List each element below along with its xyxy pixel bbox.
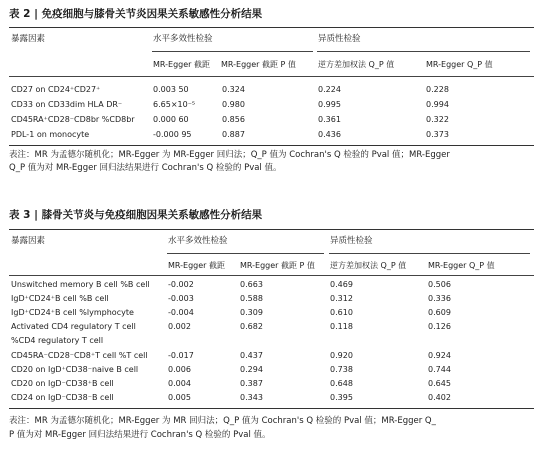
- p-cell: 0.437: [240, 351, 263, 360]
- ivw-cell: 0.920: [330, 351, 353, 360]
- egger-cell: 0.322: [426, 115, 449, 124]
- factor-cell: CD20 on IgD⁻CD38⁺B cell: [11, 379, 114, 388]
- ivw-cell: 0.312: [330, 294, 353, 303]
- ivw-cell: 0.436: [318, 130, 341, 139]
- table2-header-bottom-rule: [9, 76, 534, 77]
- p-cell: 0.294: [240, 365, 263, 374]
- egger-cell: 0.373: [426, 130, 449, 139]
- intercept-cell: 0.004: [168, 379, 191, 388]
- egger-cell: 0.645: [428, 379, 451, 388]
- factor-cell: CD24 on IgD⁻CD38⁻B cell: [11, 393, 114, 402]
- ivw-cell: 0.738: [330, 365, 353, 374]
- table3-header-bottom-rule: [9, 275, 534, 276]
- table3-note-line1: 表注：MR 为孟德尔随机化；MR-Egger 为 MR 回归法；Q_P 值为 Cochran's Q 检验的 Pval 值；MR-Egger Q_: [9, 416, 436, 426]
- intercept-cell: -0.003: [168, 294, 194, 303]
- table3-header-ivw-qp: 逆方差加权法 Q_P 值: [330, 261, 407, 270]
- p-cell: 0.387: [240, 379, 263, 388]
- intercept-cell: 0.003 50: [153, 85, 189, 94]
- table2-header-egger-qp: MR-Egger Q_P 值: [426, 60, 493, 69]
- factor-cell: CD33 on CD33dim HLA DR⁻: [11, 100, 123, 109]
- ivw-cell: 0.224: [318, 85, 341, 94]
- table2-header-ivw-qp: 逆方差加权法 Q_P 值: [318, 60, 395, 69]
- table2-top-rule: [9, 27, 534, 28]
- factor-cell: CD45RA⁺CD28⁻CD8br %CD8br: [11, 115, 135, 124]
- table2-note-line2: Q_P 值为对 MR-Egger 回归法结果进行 Cochran's Q 检验的 Pval 值。: [9, 163, 282, 173]
- table2-title: 表 2 | 免疫细胞与膝骨关节炎因果关系敏感性分析结果: [9, 8, 263, 20]
- p-cell: 0.980: [222, 100, 245, 109]
- table3-header-egger-qp: MR-Egger Q_P 值: [428, 261, 495, 270]
- ivw-cell: 0.395: [330, 393, 353, 402]
- ivw-cell: 0.469: [330, 280, 353, 289]
- egger-cell: 0.126: [428, 322, 451, 331]
- table3-header-pleiotropy: 水平多效性检验: [168, 236, 228, 246]
- table3-top-rule: [9, 229, 534, 230]
- p-cell: 0.887: [222, 130, 245, 139]
- intercept-cell: 6.65×10⁻⁵: [153, 100, 196, 109]
- intercept-cell: -0.002: [168, 280, 194, 289]
- p-cell: 0.309: [240, 308, 263, 317]
- table3-group-rule-left: [167, 253, 324, 254]
- egger-cell: 0.228: [426, 85, 449, 94]
- p-cell: 0.588: [240, 294, 263, 303]
- table3-header-factor: 暴露因素: [11, 236, 46, 246]
- p-cell: 0.343: [240, 393, 263, 402]
- table2-note-line1: 表注：MR 为孟德尔随机化；MR-Egger 为 MR-Egger 回归法；Q_P 值为 Cochran's Q 检验的 Pval 值；MR-Egger: [9, 150, 450, 160]
- egger-cell: 0.402: [428, 393, 451, 402]
- p-cell: 0.324: [222, 85, 245, 94]
- egger-cell: 0.506: [428, 280, 451, 289]
- p-cell: 0.682: [240, 322, 263, 331]
- table2-group-rule-left: [152, 51, 313, 52]
- egger-cell: 0.609: [428, 308, 451, 317]
- factor-cell: IgD⁺CD24⁺B cell %B cell: [11, 294, 109, 303]
- table2-header-intercept: MR-Egger 截距: [153, 60, 210, 69]
- factor-cell: IgD⁺CD24⁺B cell %lymphocyte: [11, 308, 134, 317]
- table2-header-factor: 暴露因素: [11, 34, 46, 44]
- table2-bottom-rule: [9, 145, 534, 146]
- egger-cell: 0.924: [428, 351, 451, 360]
- table3-group-rule-right: [329, 253, 530, 254]
- factor-cell: CD20 on IgD⁺CD38⁻naive B cell: [11, 365, 139, 374]
- table2-header-intercept-p: MR-Egger 截距 P 值: [221, 60, 296, 69]
- table3-header-intercept-p: MR-Egger 截距 P 值: [240, 261, 315, 270]
- factor-cell: Unswitched memory B cell %B cell: [11, 280, 150, 289]
- table2-header-pleiotropy: 水平多效性检验: [153, 34, 213, 44]
- intercept-cell: 0.005: [168, 393, 191, 402]
- intercept-cell: -0.000 95: [153, 130, 192, 139]
- factor-cell: PDL-1 on monocyte: [11, 130, 90, 139]
- ivw-cell: 0.995: [318, 100, 341, 109]
- ivw-cell: 0.648: [330, 379, 353, 388]
- egger-cell: 0.994: [426, 100, 449, 109]
- p-cell: 0.663: [240, 280, 263, 289]
- ivw-cell: 0.361: [318, 115, 341, 124]
- egger-cell: 0.336: [428, 294, 451, 303]
- intercept-cell: 0.002: [168, 322, 191, 331]
- table3-title: 表 3 | 膝骨关节炎与免疫细胞因果关系敏感性分析结果: [9, 209, 263, 221]
- table2-header-heterogeneity: 异质性检验: [318, 34, 361, 44]
- factor-cell: Activated CD4 regulatory T cell: [11, 322, 136, 331]
- egger-cell: 0.744: [428, 365, 451, 374]
- factor-cell: CD27 on CD24⁺CD27⁺: [11, 85, 101, 94]
- ivw-cell: 0.610: [330, 308, 353, 317]
- ivw-cell: 0.118: [330, 322, 353, 331]
- factor-cell: %CD4 regulatory T cell: [11, 336, 104, 345]
- factor-cell: CD45RA⁻CD28⁻CD8⁺T cell %T cell: [11, 351, 148, 360]
- table3-bottom-rule: [9, 408, 534, 409]
- intercept-cell: 0.000 60: [153, 115, 189, 124]
- table3-header-intercept: MR-Egger 截距: [168, 261, 225, 270]
- table3-header-heterogeneity: 异质性检验: [330, 236, 373, 246]
- p-cell: 0.856: [222, 115, 245, 124]
- intercept-cell: -0.004: [168, 308, 194, 317]
- table3-note-line2: P 值为对 MR-Egger 回归法结果进行 Cochran's Q 检验的 Pval 值。: [9, 430, 271, 440]
- table2-group-rule-right: [317, 51, 530, 52]
- intercept-cell: -0.017: [168, 351, 194, 360]
- intercept-cell: 0.006: [168, 365, 191, 374]
